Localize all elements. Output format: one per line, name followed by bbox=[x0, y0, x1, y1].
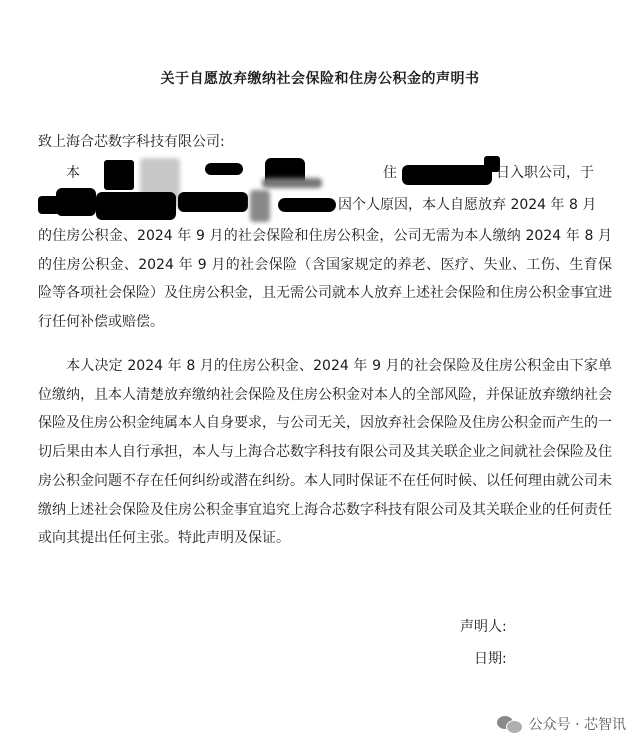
redaction-block bbox=[205, 163, 243, 175]
redaction-block bbox=[96, 192, 176, 220]
declarant-label: 声明人: bbox=[460, 619, 507, 635]
watermark bbox=[497, 714, 626, 734]
watermark-text: 公众号 · 芯智讯 bbox=[528, 717, 626, 733]
paragraph-2-text: 本人决定 2024 年 8 月的住房公积金、2024 年 9 月的社会保险及住房公积金由下家单位缴纳，且本人清楚放弃缴纳社会保险及住房公积金对本人的全部风险，并保证放弃缴纳社会保险及住房公积金纯属本人自身要求，与公司无关，因放弃社会保险及住房公积金而产生的一切后果由本人自行承担，本人与上海合芯数字科技有限公司及其关联企业之间就社会保险及住房公积金问题不存在任何纠纷或潜在纠纷。本人同时保证不在任何时候、以任何理由就公司未缴纳上述社会保险及住房公积金事宜追究上海合芯数字科技有限公司及其关联企业的任何责任或向其提出任何主张。特此声明及保证。 bbox=[38, 358, 612, 547]
line1-end: 日入职公司，于 bbox=[496, 165, 594, 181]
wechat-icon bbox=[497, 714, 523, 734]
line1-mid: 住 bbox=[383, 165, 397, 181]
redaction-block bbox=[56, 188, 96, 216]
document-title: 关于自愿放弃缴纳社会保险和住房公积金的声明书 bbox=[160, 71, 480, 87]
redaction-block bbox=[104, 160, 134, 190]
redaction-block bbox=[402, 165, 492, 185]
redaction-block bbox=[178, 192, 248, 212]
paragraph-2 bbox=[38, 352, 612, 553]
redaction-block bbox=[278, 198, 336, 212]
redaction-blur bbox=[250, 190, 270, 222]
date-label: 日期: bbox=[474, 651, 507, 667]
line1-start: 本 bbox=[66, 165, 80, 181]
line2-end: 因个人原因，本人自愿放弃 2024 年 8 月 bbox=[338, 197, 597, 213]
paragraph-1: 的住房公积金、2024 年 9 月的社会保险和住房公积金，公司无需为本人缴纳 2024 年 8 月的住房公积金、2024 年 9 月的社会保险（含国家规定的养老、医疗、失业、工伤、生育保险等各项社会保险）及住房公积金，且无需公司就本人放弃上述社会保险和住房公积金事宜进行任何补偿或赔偿。 bbox=[38, 228, 612, 331]
redaction-blur bbox=[262, 178, 322, 188]
salutation: 致上海合芯数字科技有限公司: bbox=[38, 134, 225, 150]
